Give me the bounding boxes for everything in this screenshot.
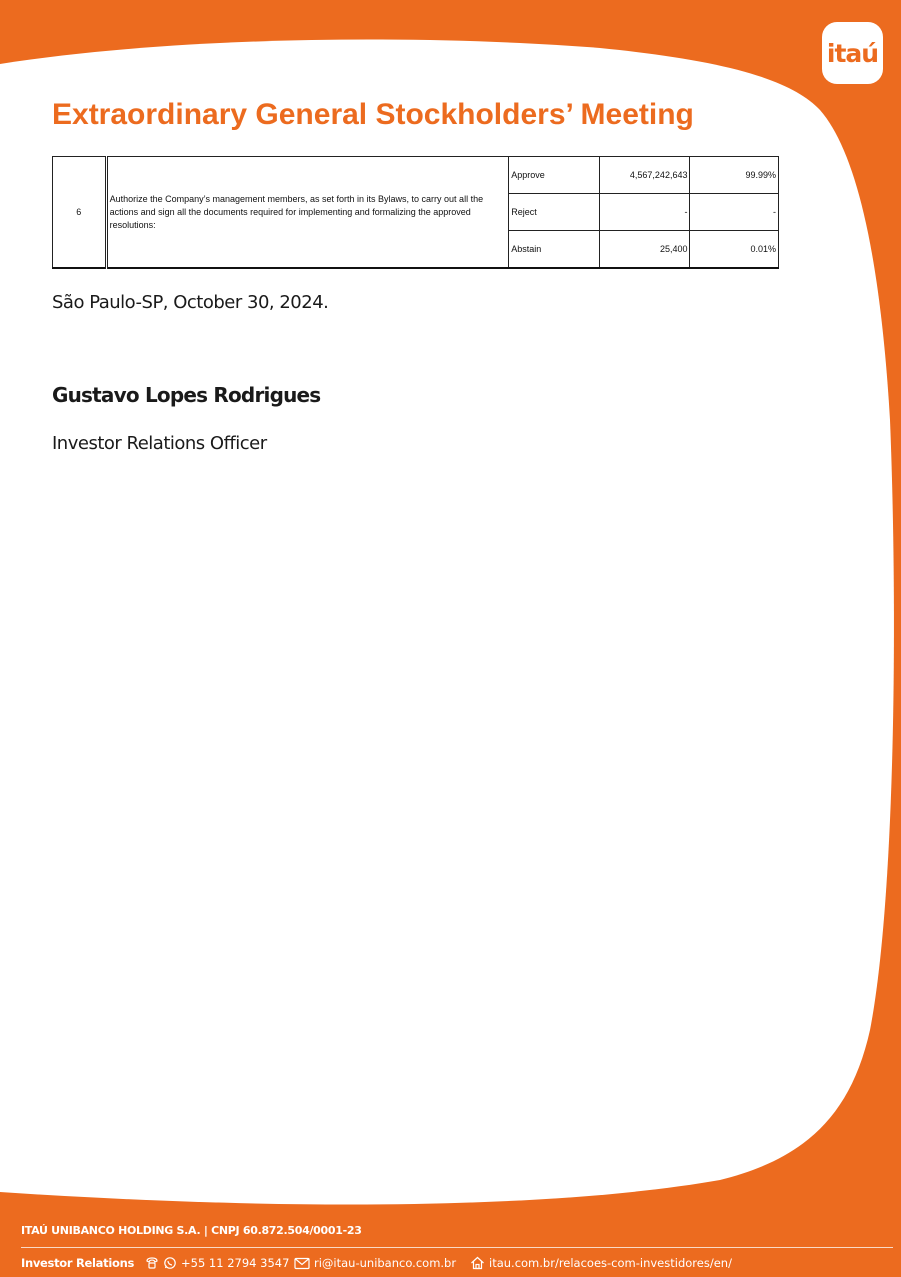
vote-percent: 0.01% <box>690 231 779 269</box>
vote-shares: 25,400 <box>599 231 690 269</box>
footer-website[interactable] <box>470 1256 732 1270</box>
item-number: 6 <box>53 157 107 269</box>
vote-results-table <box>52 156 779 269</box>
vote-shares: - <box>599 194 690 231</box>
footer-email[interactable] <box>294 1256 456 1270</box>
vote-option: Approve <box>509 157 599 194</box>
vote-percent: - <box>690 194 779 231</box>
resolution-description: Authorize the Company’s management members, as set forth in its Bylaws, to carry out all the actions and sign all the documents required for implementing and formalizing the approved resolutions: <box>106 157 509 269</box>
vote-option: Abstain <box>509 231 599 269</box>
website-url: itau.com.br/relacoes-com-investidores/en/ <box>489 1256 732 1270</box>
footer-phone[interactable] <box>145 1256 289 1270</box>
itau-logo <box>822 22 883 84</box>
vote-percent: 99.99% <box>690 157 779 194</box>
whatsapp-icon <box>163 1256 177 1270</box>
mail-icon <box>294 1257 310 1270</box>
home-icon <box>470 1256 485 1270</box>
footer-section-label: Investor Relations <box>21 1256 135 1270</box>
vote-option: Reject <box>509 194 599 231</box>
footer-company: ITAÚ UNIBANCO HOLDING S.A. | CNPJ 60.872.504/0001-23 <box>21 1224 362 1237</box>
phone-icon <box>145 1256 159 1270</box>
signer-role: Investor Relations Officer <box>52 433 267 454</box>
page-title: Extraordinary General Stockholders’ Meeting <box>52 98 694 131</box>
table-row <box>53 157 779 194</box>
vote-shares: 4,567,242,643 <box>599 157 690 194</box>
footer-divider <box>21 1247 893 1248</box>
signer-name: Gustavo Lopes Rodrigues <box>52 383 321 407</box>
email-address: ri@itau-unibanco.com.br <box>314 1256 457 1270</box>
phone-number: +55 11 2794 3547 <box>181 1256 290 1270</box>
place-and-date: São Paulo-SP, October 30, 2024. <box>52 292 329 313</box>
logo-text: itaú <box>826 38 879 68</box>
